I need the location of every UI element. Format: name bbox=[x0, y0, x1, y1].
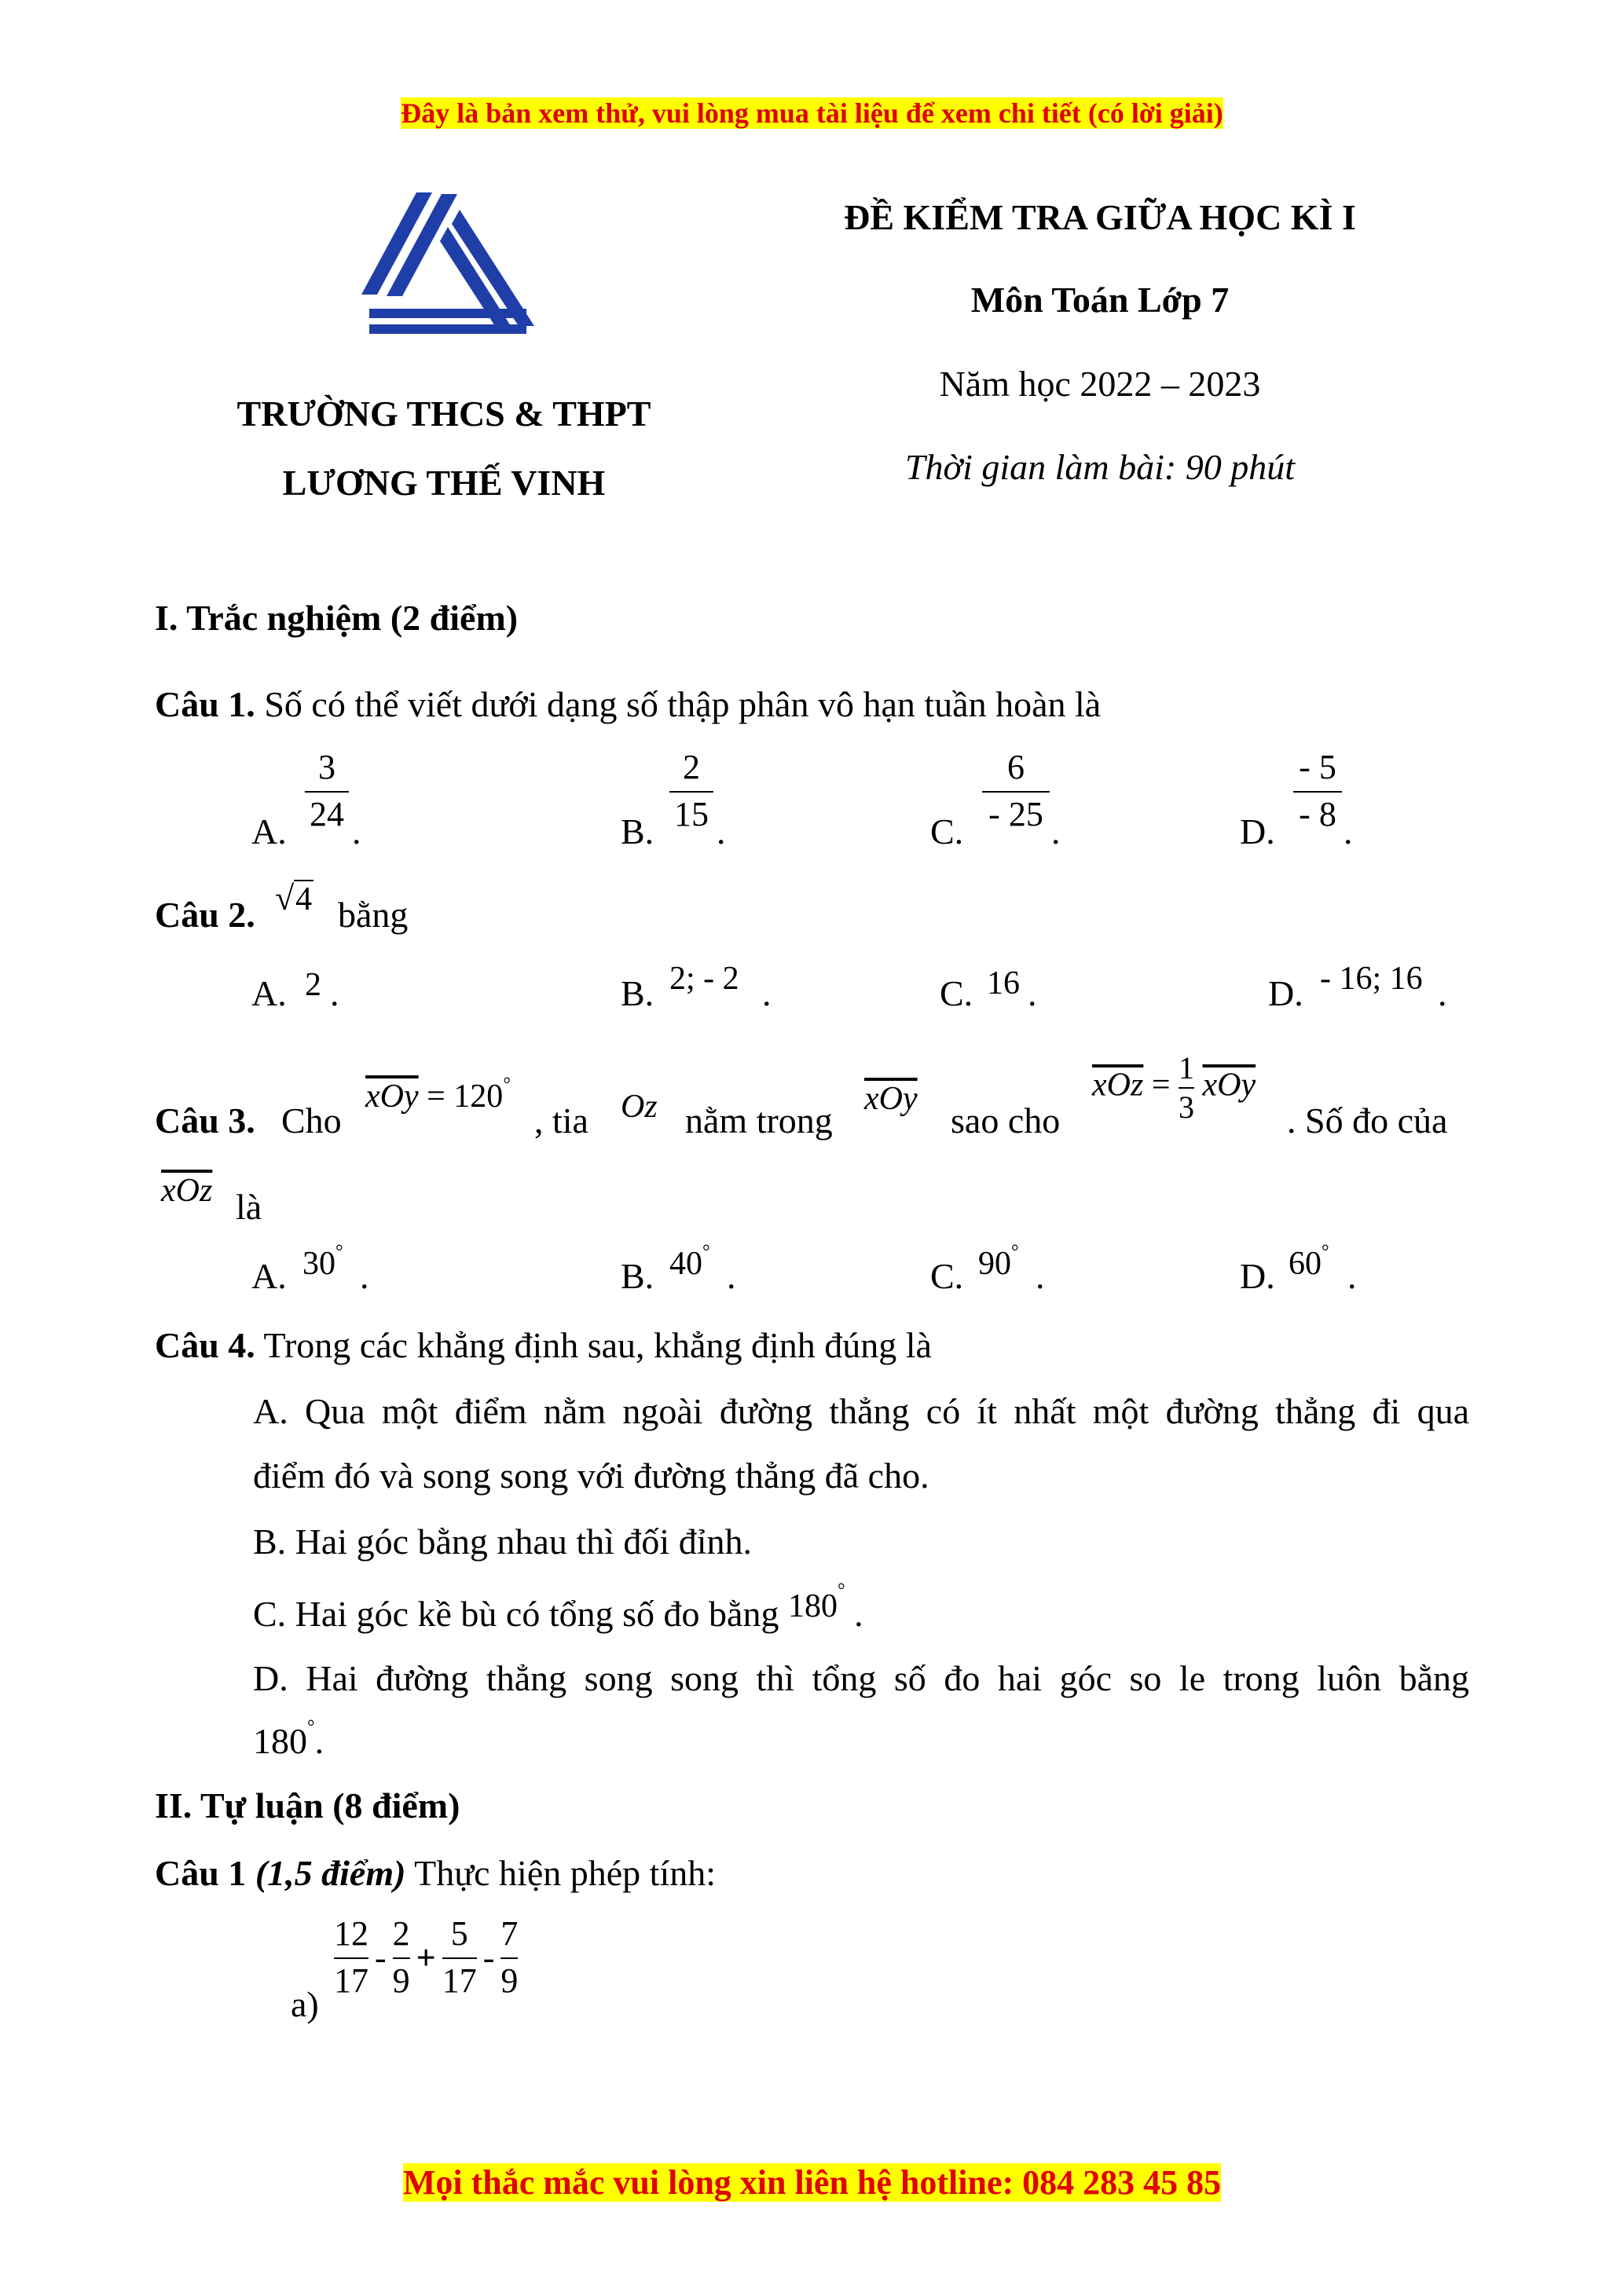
school-logo bbox=[361, 192, 534, 334]
angle-xoz: $\overline{xOz}$ bbox=[1092, 1067, 1144, 1104]
q2-sqrt-expression: √4 bbox=[275, 879, 313, 917]
one-third-fraction: $\frac{1}{3}$ bbox=[1179, 1050, 1195, 1125]
q1-option-c-fraction bbox=[982, 750, 1050, 832]
radicand: 4 bbox=[295, 881, 313, 917]
school-name-line1: TRƯỜNG THCS & THPT bbox=[236, 394, 651, 434]
q3-option-c-value: 90° bbox=[978, 1242, 1019, 1282]
hotline-notice bbox=[0, 2162, 1624, 2203]
q3-word-nam-trong: nằm trong bbox=[685, 1100, 833, 1141]
q4-option-a-line1: A. Qua một điểm nằm ngoài đường thẳng có ít nhất một đường thẳng đi qua bbox=[253, 1391, 1469, 1431]
numerator: 6 bbox=[1007, 748, 1025, 786]
q1-option-c-letter: C. bbox=[930, 811, 964, 851]
section-title-essay: II. Tự luận (8 điểm) bbox=[155, 1785, 460, 1825]
q4-option-d-line1: D. Hai đường thẳng song song thì tổng số đo hai góc so le trong luôn bằng bbox=[253, 1658, 1469, 1698]
fraction-4: 7 9 bbox=[500, 1914, 519, 2000]
question-label: Câu 1. bbox=[155, 684, 255, 724]
exam-time: Thời gian làm bài: 90 phút bbox=[904, 447, 1296, 487]
numerator: 2 bbox=[683, 748, 700, 786]
question-text: Số có thể viết dưới dạng số thập phân vô hạn tuần hoàn là bbox=[264, 684, 1102, 724]
operator: + bbox=[416, 1938, 436, 1977]
q3-word-so-do-cua: . Số đo của bbox=[1287, 1100, 1448, 1141]
q3-word-sao-cho: sao cho bbox=[951, 1100, 1061, 1141]
denominator: 15 bbox=[674, 795, 709, 833]
exam-year: Năm học 2022 – 2023 bbox=[939, 364, 1261, 404]
q2-option-d-value: - 16; 16 bbox=[1320, 961, 1423, 997]
q4-option-a-line2: điểm đó và song song với đường thẳng đã cho. bbox=[253, 1456, 929, 1496]
question-label: Câu 1 bbox=[155, 1853, 247, 1893]
q2-option-c-letter: C. bbox=[940, 973, 973, 1013]
question-points: (1,5 điểm) bbox=[255, 1853, 406, 1893]
essay-question-1 bbox=[155, 1852, 716, 1894]
fraction-2: 2 9 bbox=[392, 1914, 410, 2000]
q2-option-b-value: 2; - 2 bbox=[669, 961, 739, 997]
q4-option-d-line2: 180°. bbox=[253, 1717, 324, 1761]
operator: - bbox=[482, 1938, 495, 1977]
q3-ratio-equation: $\overline{xOz}$ = $\frac{1}{3}$ $\overline{xOy}$ bbox=[1092, 1050, 1256, 1125]
exam-subject: Môn Toán Lớp 7 bbox=[970, 280, 1230, 320]
q3-word-tia: , tia bbox=[534, 1100, 588, 1141]
q3-option-b-letter: B. bbox=[621, 1256, 654, 1296]
q3-angle-xoy-equation: $\overline{xOy} = 120^\circ$ bbox=[365, 1075, 511, 1115]
q2-option-a-letter: A. bbox=[251, 973, 287, 1013]
angle-value: = 120 bbox=[427, 1078, 504, 1115]
numerator: 3 bbox=[318, 748, 335, 786]
school-name-line2: LƯƠNG THẾ VINH bbox=[282, 463, 606, 503]
exam-title: ĐỀ KIỂM TRA GIỮA HỌC KÌ I bbox=[844, 197, 1356, 237]
q4-option-b: B. Hai góc bằng nhau thì đối đỉnh. bbox=[253, 1522, 752, 1562]
q2-option-a-value: 2 bbox=[305, 967, 321, 1003]
question-label: Câu 4. bbox=[155, 1325, 255, 1365]
denominator: 24 bbox=[310, 795, 344, 833]
question-3-label: Câu 3. bbox=[155, 1100, 255, 1141]
denominator: - 8 bbox=[1299, 795, 1336, 833]
q3-angle-xoy: $\overline{xOy}$ bbox=[864, 1081, 918, 1117]
question-2-label: Câu 2. bbox=[155, 895, 255, 935]
preview-notice-text: Đây là bản xem thử, vui lòng mua tài liệu để xem chi tiết (có lời giải) bbox=[401, 97, 1223, 129]
denominator: - 25 bbox=[988, 795, 1043, 833]
angle-xoy: $\overline{xOy}$ bbox=[1202, 1067, 1256, 1104]
q2-option-b-letter: B. bbox=[621, 973, 654, 1013]
question-2-text: bằng bbox=[338, 895, 409, 935]
q3-ray-oz: Oz bbox=[621, 1089, 658, 1125]
question-4 bbox=[155, 1324, 932, 1366]
q1-option-a-letter: A. bbox=[251, 811, 287, 851]
q1-option-d-fraction bbox=[1293, 750, 1342, 832]
q3-option-d-value: 60° bbox=[1289, 1242, 1329, 1282]
question-1 bbox=[155, 683, 1101, 725]
angle-xoy: $\overline{xOy}$ bbox=[365, 1078, 419, 1115]
essay-part-a-expression bbox=[334, 1914, 519, 2000]
q3-word-la: là bbox=[236, 1187, 262, 1227]
q3-option-a-letter: A. bbox=[251, 1256, 287, 1296]
question-text: Trong các khẳng định sau, khẳng định đúng là bbox=[263, 1325, 932, 1365]
fraction-3: 5 17 bbox=[442, 1914, 477, 2000]
fraction-1: 12 17 bbox=[334, 1914, 368, 2000]
q3-word-cho: Cho bbox=[281, 1100, 342, 1141]
q1-option-b-letter: B. bbox=[621, 811, 654, 851]
q3-option-a-value: 30° bbox=[302, 1242, 343, 1282]
q3-option-d-letter: D. bbox=[1240, 1256, 1275, 1296]
q2-option-c-value: 16 bbox=[987, 965, 1020, 1002]
q4-option-c: C. Hai góc kề bù có tổng số đo bằng 180° . bbox=[253, 1580, 863, 1634]
q3-angle-xoz: $\overline{xOz}$ bbox=[161, 1173, 213, 1209]
hotline-notice-text: Mọi thắc mắc vui lòng xin liên hệ hotline: 084 283 45 85 bbox=[402, 2163, 1222, 2202]
section-title-multiple-choice: I. Trắc nghiệm (2 điểm) bbox=[155, 598, 519, 638]
q1-option-a-fraction bbox=[305, 750, 349, 832]
preview-notice bbox=[0, 97, 1624, 130]
question-text: Thực hiện phép tính: bbox=[414, 1853, 717, 1893]
q1-option-b-fraction bbox=[669, 750, 713, 832]
q3-option-c-letter: C. bbox=[930, 1256, 964, 1296]
q1-option-d-letter: D. bbox=[1240, 811, 1275, 851]
operator: - bbox=[375, 1938, 387, 1977]
essay-part-a-label: a) bbox=[291, 1984, 319, 2024]
q3-option-b-value: 40° bbox=[669, 1242, 710, 1282]
numerator: - 5 bbox=[1299, 748, 1336, 786]
q2-option-d-letter: D. bbox=[1268, 973, 1303, 1013]
